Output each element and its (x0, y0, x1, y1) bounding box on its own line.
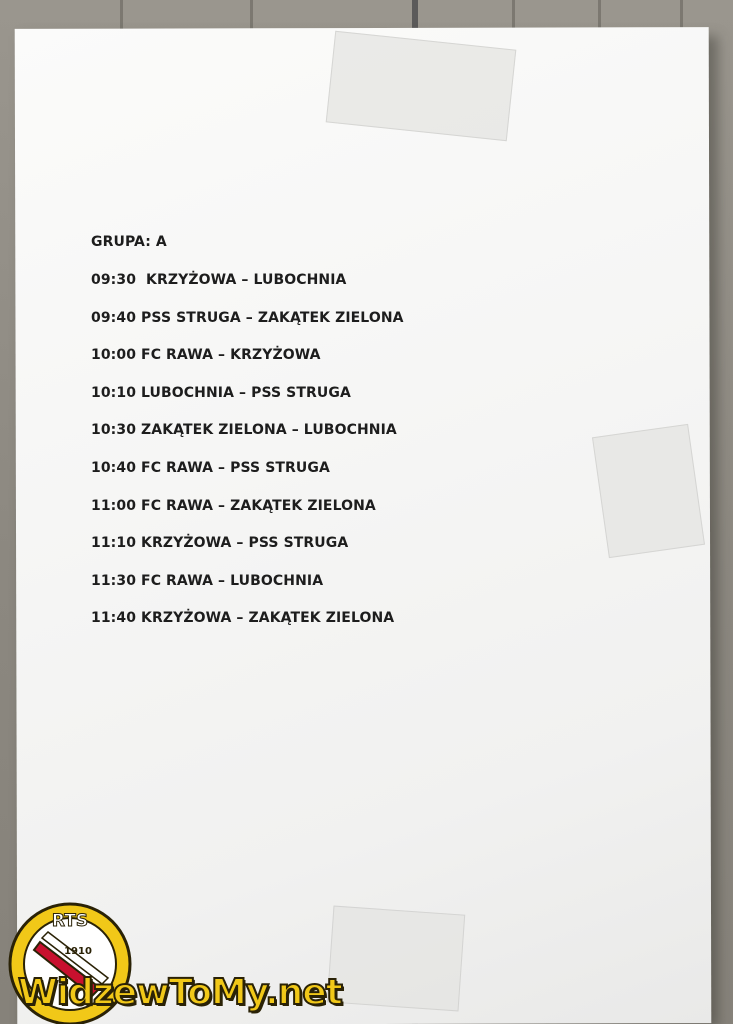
watermark-site-name: WidzewToMy.net (18, 972, 342, 1013)
match-line: 09:40 PSS STRUGA – ZAKĄTEK ZIELONA (91, 309, 404, 326)
schedule-text (91, 232, 404, 646)
match-line: 10:30 ZAKĄTEK ZIELONA – LUBOCHNIA (91, 422, 397, 439)
crest-badge-text: RTS (51, 911, 89, 931)
crest-year-text: 1910 (64, 946, 92, 957)
match-line: 10:40 FC RAWA – PSS STRUGA (91, 459, 330, 476)
tape-strip (592, 424, 705, 558)
match-line: 11:10 KRZYŻOWA – PSS STRUGA (91, 535, 349, 552)
match-line: 09:30 KRZYŻOWA – LUBOCHNIA (91, 272, 347, 288)
match-line: 11:30 FC RAWA – LUBOCHNIA (91, 572, 324, 589)
match-line: 10:00 FC RAWA – KRZYŻOWA (91, 347, 321, 364)
match-line: 10:10 LUBOCHNIA – PSS STRUGA (91, 384, 351, 401)
match-line: 11:40 KRZYŻOWA – ZAKĄTEK ZIELONA (91, 610, 395, 627)
tape-strip (327, 906, 465, 1012)
match-line: 11:00 FC RAWA – ZAKĄTEK ZIELONA (91, 497, 376, 514)
watermark (0, 892, 342, 1024)
tape-strip (326, 31, 517, 142)
group-heading: GRUPA: A (91, 234, 167, 250)
